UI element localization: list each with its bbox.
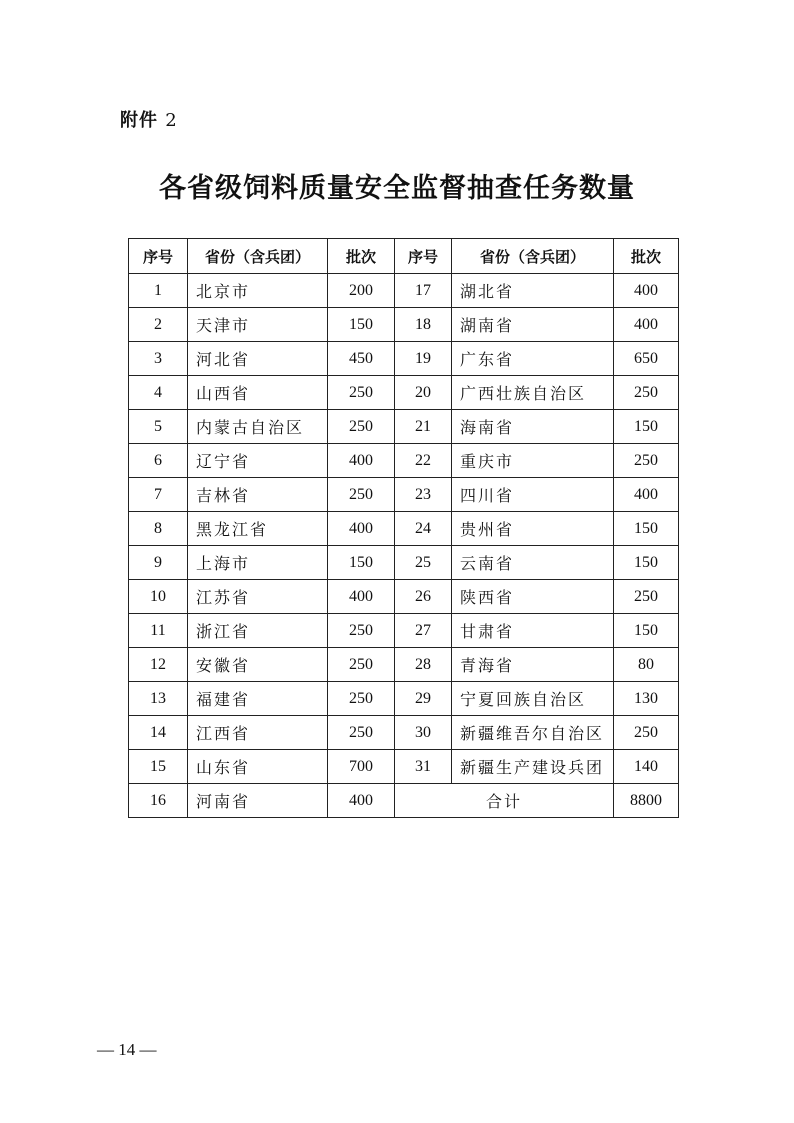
province-cell: 安徽省 (188, 648, 328, 682)
attachment-number: 2 (165, 110, 178, 131)
quantity-cell: 250 (328, 648, 395, 682)
table-row (129, 342, 679, 376)
total-value: 8800 (614, 784, 679, 818)
province-cell: 山西省 (188, 376, 328, 410)
quantity-cell: 80 (614, 648, 679, 682)
seq-cell: 13 (129, 682, 188, 716)
seq-cell: 29 (395, 682, 452, 716)
quantity-cell: 650 (614, 342, 679, 376)
province-cell: 上海市 (188, 546, 328, 580)
table-row (129, 478, 679, 512)
table-header-row (129, 239, 679, 274)
quantity-cell: 450 (328, 342, 395, 376)
header-province-right: 省份（含兵团） (452, 239, 614, 274)
seq-cell: 28 (395, 648, 452, 682)
quantity-cell: 250 (328, 376, 395, 410)
seq-cell: 2 (129, 308, 188, 342)
province-cell: 四川省 (452, 478, 614, 512)
quantity-cell: 400 (328, 444, 395, 478)
table-row (129, 274, 679, 308)
table-row (129, 580, 679, 614)
province-cell: 江苏省 (188, 580, 328, 614)
province-cell: 内蒙古自治区 (188, 410, 328, 444)
province-cell: 福建省 (188, 682, 328, 716)
seq-cell: 16 (129, 784, 188, 818)
table-row (129, 444, 679, 478)
quantity-cell: 400 (328, 580, 395, 614)
quantity-cell: 150 (614, 546, 679, 580)
province-cell: 浙江省 (188, 614, 328, 648)
quantity-cell: 250 (614, 376, 679, 410)
table-row (129, 716, 679, 750)
province-cell: 北京市 (188, 274, 328, 308)
seq-cell: 9 (129, 546, 188, 580)
seq-cell: 27 (395, 614, 452, 648)
province-cell: 新疆生产建设兵团 (452, 750, 614, 784)
seq-cell: 8 (129, 512, 188, 546)
quantity-cell: 200 (328, 274, 395, 308)
province-cell: 青海省 (452, 648, 614, 682)
quantity-cell: 150 (614, 512, 679, 546)
seq-cell: 5 (129, 410, 188, 444)
quantity-cell: 400 (614, 274, 679, 308)
seq-cell: 31 (395, 750, 452, 784)
page-title: 各省级饲料质量安全监督抽查任务数量 (159, 173, 635, 204)
table-row (129, 512, 679, 546)
quantity-cell: 250 (328, 478, 395, 512)
table-row (129, 546, 679, 580)
province-cell: 辽宁省 (188, 444, 328, 478)
province-cell: 河北省 (188, 342, 328, 376)
seq-cell: 26 (395, 580, 452, 614)
quantity-cell: 250 (328, 614, 395, 648)
quantity-cell: 250 (328, 410, 395, 444)
province-cell: 山东省 (188, 750, 328, 784)
table-row (129, 376, 679, 410)
quantity-cell: 250 (614, 444, 679, 478)
attachment-label (120, 106, 178, 132)
quantity-cell: 250 (328, 716, 395, 750)
province-cell: 重庆市 (452, 444, 614, 478)
seq-cell: 4 (129, 376, 188, 410)
seq-cell: 22 (395, 444, 452, 478)
quantity-cell: 250 (614, 580, 679, 614)
attachment-text: 附件 (120, 110, 158, 131)
quantity-cell: 250 (328, 682, 395, 716)
seq-cell: 10 (129, 580, 188, 614)
table-row (129, 784, 679, 818)
seq-cell: 14 (129, 716, 188, 750)
province-cell: 天津市 (188, 308, 328, 342)
seq-cell: 17 (395, 274, 452, 308)
province-cell: 陕西省 (452, 580, 614, 614)
quantity-cell: 400 (328, 512, 395, 546)
table-row (129, 682, 679, 716)
header-quantity-left: 批次 (328, 239, 395, 274)
quantity-cell: 700 (328, 750, 395, 784)
quantity-cell: 250 (614, 716, 679, 750)
table-row (129, 614, 679, 648)
seq-cell: 20 (395, 376, 452, 410)
seq-cell: 3 (129, 342, 188, 376)
page-number: — 14 — (97, 1040, 157, 1059)
seq-cell: 25 (395, 546, 452, 580)
header-quantity-right: 批次 (614, 239, 679, 274)
province-cell: 吉林省 (188, 478, 328, 512)
seq-cell: 30 (395, 716, 452, 750)
seq-cell: 19 (395, 342, 452, 376)
province-cell: 黑龙江省 (188, 512, 328, 546)
province-cell: 云南省 (452, 546, 614, 580)
header-seq-left: 序号 (129, 239, 188, 274)
seq-cell: 6 (129, 444, 188, 478)
seq-cell: 1 (129, 274, 188, 308)
province-cell: 湖北省 (452, 274, 614, 308)
quantity-cell: 150 (614, 614, 679, 648)
quantity-cell: 400 (614, 308, 679, 342)
header-seq-right: 序号 (395, 239, 452, 274)
seq-cell: 23 (395, 478, 452, 512)
table-body (129, 274, 679, 818)
province-cell: 甘肃省 (452, 614, 614, 648)
table-row (129, 410, 679, 444)
quantity-cell: 150 (328, 546, 395, 580)
quantity-cell: 150 (328, 308, 395, 342)
quantity-cell: 140 (614, 750, 679, 784)
table-row (129, 750, 679, 784)
seq-cell: 11 (129, 614, 188, 648)
province-cell: 湖南省 (452, 308, 614, 342)
seq-cell: 21 (395, 410, 452, 444)
province-cell: 河南省 (188, 784, 328, 818)
quota-table (128, 238, 679, 818)
quantity-cell: 400 (614, 478, 679, 512)
seq-cell: 24 (395, 512, 452, 546)
province-cell: 贵州省 (452, 512, 614, 546)
header-province-left: 省份（含兵团） (188, 239, 328, 274)
table-row (129, 308, 679, 342)
seq-cell: 12 (129, 648, 188, 682)
table-row (129, 648, 679, 682)
province-cell: 海南省 (452, 410, 614, 444)
seq-cell: 15 (129, 750, 188, 784)
total-label: 合计 (395, 784, 614, 818)
seq-cell: 18 (395, 308, 452, 342)
province-cell: 新疆维吾尔自治区 (452, 716, 614, 750)
quantity-cell: 400 (328, 784, 395, 818)
quantity-cell: 150 (614, 410, 679, 444)
province-cell: 广西壮族自治区 (452, 376, 614, 410)
province-cell: 江西省 (188, 716, 328, 750)
quantity-cell: 130 (614, 682, 679, 716)
province-cell: 广东省 (452, 342, 614, 376)
province-cell: 宁夏回族自治区 (452, 682, 614, 716)
seq-cell: 7 (129, 478, 188, 512)
